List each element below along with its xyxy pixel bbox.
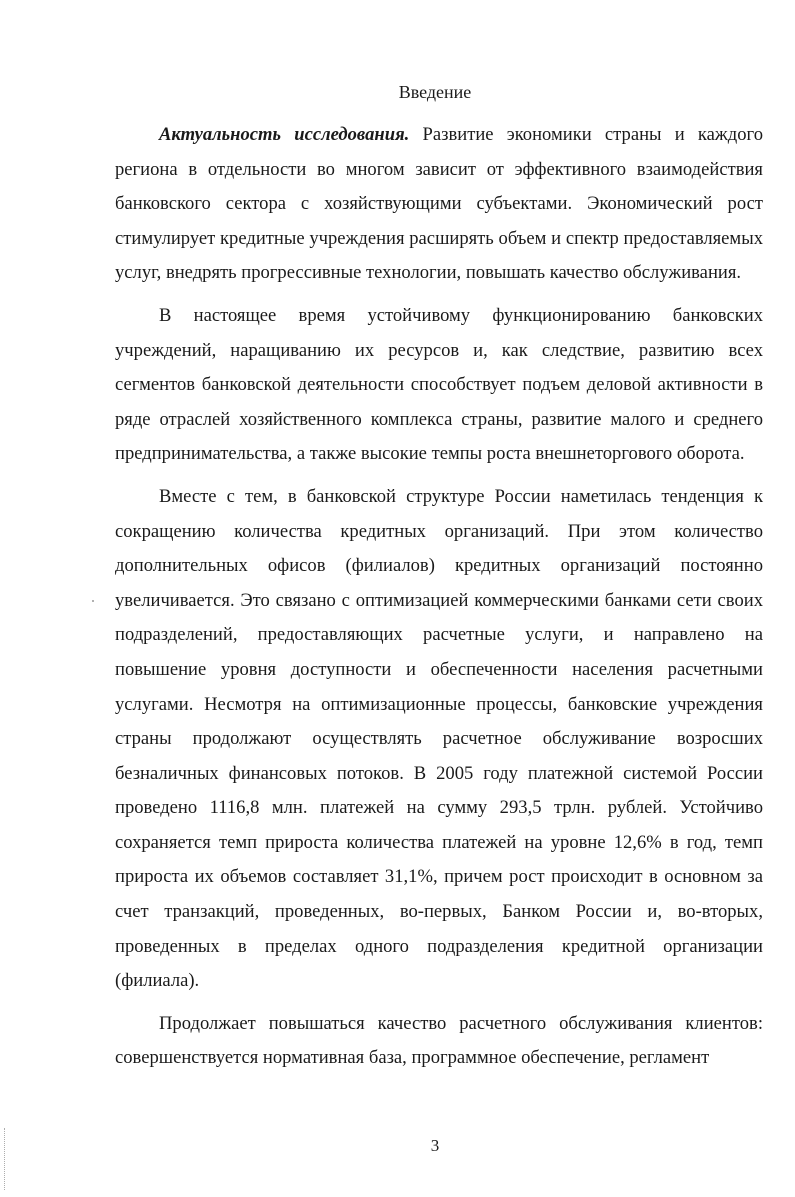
scan-artifact xyxy=(4,1128,13,1190)
paragraph: Продолжает повышаться качество расчетного обслуживания клиентов: совершенствуется нормативная база, программное обеспечение, регламент xyxy=(115,1012,763,1069)
body-text xyxy=(115,118,763,1076)
paragraph-relevance xyxy=(115,118,763,291)
paragraph: В настоящее время устойчивому функционированию банковских учреждений, наращиванию их ресурсов и, как следствие, развитию всех сегментов банковской деятельности способствует подъем деловой активности в ряде отраслей хозяйственного комплекса страны, развитие малого и среднего предпринимательства, а также высокие темпы роста внешнеторгового оборота. xyxy=(115,304,763,465)
section-title: Введение xyxy=(398,82,472,102)
scan-artifact-dot xyxy=(92,600,94,602)
page-number: 3 xyxy=(430,1136,440,1155)
paragraph-text: Развитие экономики страны и каждого региона в отдельности во многом зависит от эффективного взаимодействия банковского сектора с хозяйствующими субъектами. Экономический рост стимулирует кредитные учреждения расширять объем и спектр предоставляемых услуг, внедрять прогрессивные технологии, повышать качество обслуживания. xyxy=(115,124,763,284)
paragraph-lead: Актуальность исследования. xyxy=(159,124,410,145)
paragraph: Вместе с тем, в банковской структуре России наметилась тенденция к сокращению количества кредитных организаций. При этом количество дополнительных офисов (филиалов) кредитных организаций постоянно увеличивается. Это связано с оптимизацией коммерческими банками сети своих подразделений, предоставляющих расчетные услуги, и направлено на повышение уровня доступности и обеспеченности населения расчетными услугами. Несмотря на оптимизационные процессы, банковские учреждения страны продолжают осуществлять расчетное обслуживание возросших безналичных финансовых потоков. В 2005 году платежной системой России проведено 1116,8 млн. платежей на сумму 293,5 трлн. рублей. Устойчиво сохраняется темп прироста количества платежей на уровне 12,6% в год, темп прироста их объемов составляет 31,1%, причем рост происходит в основном за счет транзакций, проведенных, во-первых, Банком России и, во-вторых, проведенных в пределах одного подразделения кредитной организации (филиала). xyxy=(115,485,763,992)
